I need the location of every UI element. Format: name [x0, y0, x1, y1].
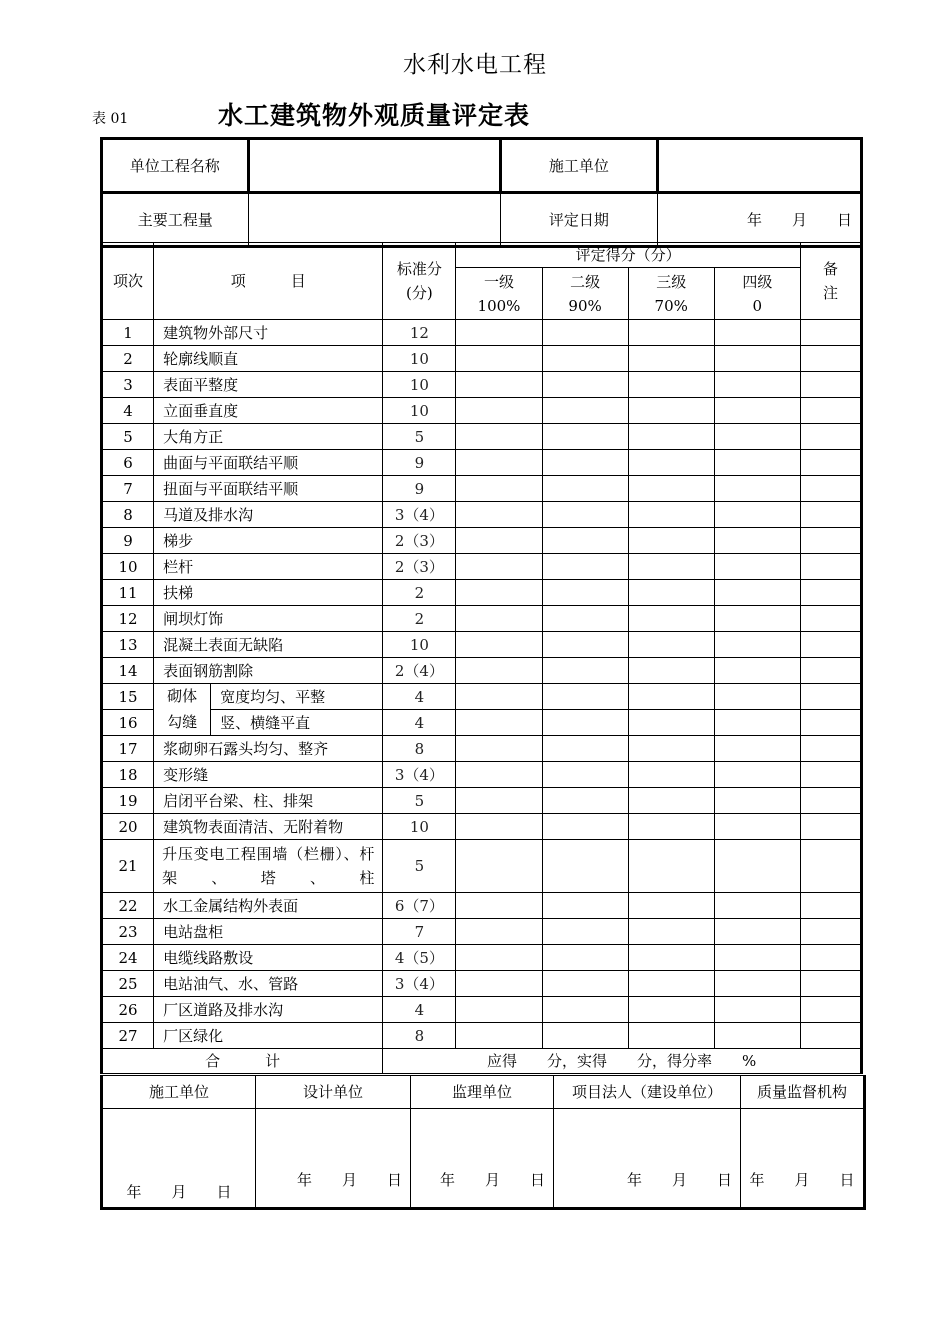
grade-4-cell[interactable]	[714, 814, 800, 840]
signature-label-quality-agency: 质量监督机构	[741, 1076, 865, 1109]
grade-1-cell[interactable]	[456, 840, 542, 893]
table-row	[102, 1023, 862, 1049]
grade-2-cell[interactable]	[542, 372, 628, 398]
grade-header-4	[714, 268, 800, 320]
table-row	[102, 736, 862, 762]
grade-3-cell[interactable]	[628, 762, 714, 788]
grade-3-cell[interactable]	[628, 919, 714, 945]
remark-cell[interactable]	[800, 320, 861, 346]
row-item: 轮廓线顺直	[154, 346, 383, 372]
row-standard-score: 9	[383, 450, 456, 476]
table-row	[102, 398, 862, 424]
table-row	[102, 424, 862, 450]
row-index: 27	[102, 1023, 154, 1049]
row-index: 1	[102, 320, 154, 346]
grade-4-cell[interactable]	[714, 971, 800, 997]
grade-3-cell[interactable]	[628, 632, 714, 658]
grade-1-cell[interactable]	[456, 893, 542, 919]
remark-cell[interactable]	[800, 762, 861, 788]
remark-cell[interactable]	[800, 997, 861, 1023]
remark-cell[interactable]	[800, 476, 861, 502]
grade-pct: 70%	[654, 296, 688, 315]
grade-4-cell[interactable]	[714, 945, 800, 971]
grade-2-cell[interactable]	[542, 710, 628, 736]
grade-3-cell[interactable]	[628, 372, 714, 398]
row-index: 3	[102, 372, 154, 398]
row-item: 曲面与平面联结平顺	[154, 450, 383, 476]
grade-name: 四级	[742, 272, 773, 291]
col-header-remark-line1: 备	[822, 260, 838, 278]
grade-3-cell[interactable]	[628, 580, 714, 606]
row-item: 竖、横缝平直	[211, 710, 383, 736]
grade-4-cell[interactable]	[714, 502, 800, 528]
grade-1-cell[interactable]	[456, 476, 542, 502]
row-index: 12	[102, 606, 154, 632]
table-row	[102, 580, 862, 606]
row-item: 混凝土表面无缺陷	[154, 632, 383, 658]
remark-cell[interactable]	[800, 580, 861, 606]
table-row	[102, 893, 862, 919]
row-standard-score: 8	[383, 1023, 456, 1049]
row-standard-score: 5	[383, 424, 456, 450]
total-summary: 应得 分，实得 分，得分率 %	[383, 1049, 862, 1074]
grade-header-3	[628, 268, 714, 320]
masonry-group-line2: 勾缝	[167, 712, 198, 731]
grade-3-cell[interactable]	[628, 893, 714, 919]
row-index: 7	[102, 476, 154, 502]
grade-1-cell[interactable]	[456, 814, 542, 840]
grade-2-cell[interactable]	[542, 658, 628, 684]
remark-cell[interactable]	[800, 372, 861, 398]
row-index: 10	[102, 554, 154, 580]
grade-1-cell[interactable]	[456, 424, 542, 450]
row-index: 18	[102, 762, 154, 788]
signature-label-owner: 项目法人（建设单位）	[554, 1076, 741, 1109]
row-standard-score: 2	[383, 606, 456, 632]
grade-4-cell[interactable]	[714, 528, 800, 554]
grade-3-cell[interactable]	[628, 554, 714, 580]
row-item: 厂区绿化	[154, 1023, 383, 1049]
grade-3-cell[interactable]	[628, 346, 714, 372]
grade-1-cell[interactable]	[456, 502, 542, 528]
grade-3-cell[interactable]	[628, 840, 714, 893]
signature-label-designer: 设计单位	[256, 1076, 411, 1109]
grade-4-cell[interactable]	[714, 632, 800, 658]
table-row	[102, 346, 862, 372]
grade-3-cell[interactable]	[628, 528, 714, 554]
grade-2-cell[interactable]	[542, 1023, 628, 1049]
grade-4-cell[interactable]	[714, 736, 800, 762]
remark-cell[interactable]	[800, 945, 861, 971]
grade-3-cell[interactable]	[628, 1023, 714, 1049]
row-index: 23	[102, 919, 154, 945]
grade-2-cell[interactable]	[542, 398, 628, 424]
row-item: 变形缝	[154, 762, 383, 788]
grade-3-cell[interactable]	[628, 814, 714, 840]
row-standard-score: 10	[383, 372, 456, 398]
row-index: 21	[102, 840, 154, 893]
signature-date: 年 月 日	[626, 1171, 732, 1189]
grade-3-cell[interactable]	[628, 971, 714, 997]
grade-2-cell[interactable]	[542, 684, 628, 710]
row-index: 17	[102, 736, 154, 762]
signature-date: 年 月 日	[749, 1171, 855, 1189]
grade-4-cell[interactable]	[714, 788, 800, 814]
total-label: 合 计	[102, 1049, 383, 1074]
grade-3-cell[interactable]	[628, 997, 714, 1023]
remark-cell[interactable]	[800, 684, 861, 710]
grade-2-cell[interactable]	[542, 346, 628, 372]
form-number: 表 01	[92, 111, 129, 127]
row-standard-score: 3（4）	[383, 971, 456, 997]
grade-2-cell[interactable]	[542, 971, 628, 997]
grade-4-cell[interactable]	[714, 424, 800, 450]
grade-4-cell[interactable]	[714, 372, 800, 398]
table-row	[102, 372, 862, 398]
grade-3-cell[interactable]	[628, 320, 714, 346]
project-info-table	[100, 137, 863, 248]
row-index: 20	[102, 814, 154, 840]
grade-name: 一级	[483, 272, 514, 291]
table-row	[102, 684, 862, 710]
grade-4-cell[interactable]	[714, 658, 800, 684]
row-standard-score: 8	[383, 736, 456, 762]
table-row	[102, 762, 862, 788]
grade-1-cell[interactable]	[456, 945, 542, 971]
signature-box-quality-agency[interactable]	[741, 1109, 865, 1209]
grade-4-cell[interactable]	[714, 398, 800, 424]
table-row	[102, 632, 862, 658]
table-row	[102, 997, 862, 1023]
grade-4-cell[interactable]	[714, 606, 800, 632]
table-row	[102, 502, 862, 528]
grade-2-cell[interactable]	[542, 762, 628, 788]
col-header-index: 项次	[102, 243, 154, 320]
grade-3-cell[interactable]	[628, 606, 714, 632]
row-index: 9	[102, 528, 154, 554]
remark-cell[interactable]	[800, 840, 861, 893]
table-row	[102, 788, 862, 814]
remark-cell[interactable]	[800, 919, 861, 945]
grade-pct: 90%	[568, 296, 602, 315]
grade-4-cell[interactable]	[714, 710, 800, 736]
row-item: 立面垂直度	[154, 398, 383, 424]
eval-date-field[interactable]: 年 月 日	[658, 193, 862, 247]
row-standard-score: 3（4）	[383, 762, 456, 788]
main-quantity-label: 主要工程量	[102, 193, 249, 247]
row-standard-score: 12	[383, 320, 456, 346]
grade-1-cell[interactable]	[456, 1023, 542, 1049]
row-index: 6	[102, 450, 154, 476]
row-item: 表面平整度	[154, 372, 383, 398]
row-standard-score: 6（7）	[383, 893, 456, 919]
table-row	[102, 658, 862, 684]
row-index: 13	[102, 632, 154, 658]
row-standard-score: 5	[383, 788, 456, 814]
grade-header-1	[456, 268, 542, 320]
grade-2-cell[interactable]	[542, 528, 628, 554]
evaluation-table	[100, 242, 863, 1074]
table-row	[102, 606, 862, 632]
grade-1-cell[interactable]	[456, 762, 542, 788]
row-item: 栏杆	[154, 554, 383, 580]
remark-cell[interactable]	[800, 658, 861, 684]
row-item: 厂区道路及排水沟	[154, 997, 383, 1023]
col-header-remark-line2: 注	[822, 284, 838, 302]
signature-box-owner[interactable]	[554, 1109, 741, 1209]
remark-cell[interactable]	[800, 971, 861, 997]
remark-cell[interactable]	[800, 814, 861, 840]
grade-name: 二级	[570, 272, 601, 291]
grade-4-cell[interactable]	[714, 346, 800, 372]
row-item: 表面钢筋割除	[154, 658, 383, 684]
grade-2-cell[interactable]	[542, 919, 628, 945]
row-index: 26	[102, 997, 154, 1023]
remark-cell[interactable]	[800, 502, 861, 528]
row-standard-score: 10	[383, 814, 456, 840]
table-row	[102, 476, 862, 502]
table-row	[102, 320, 862, 346]
signature-label-contractor: 施工单位	[102, 1076, 256, 1109]
signature-table	[100, 1075, 866, 1210]
table-row	[102, 814, 862, 840]
grade-3-cell[interactable]	[628, 450, 714, 476]
row-standard-score: 10	[383, 346, 456, 372]
grade-2-cell[interactable]	[542, 502, 628, 528]
grade-3-cell[interactable]	[628, 502, 714, 528]
grade-1-cell[interactable]	[456, 710, 542, 736]
grade-1-cell[interactable]	[456, 372, 542, 398]
signature-date: 年 月 日	[296, 1171, 402, 1189]
grade-3-cell[interactable]	[628, 684, 714, 710]
grade-2-cell[interactable]	[542, 736, 628, 762]
row-item: 电站油气、水、管路	[154, 971, 383, 997]
grade-2-cell[interactable]	[542, 606, 628, 632]
row-item: 启闭平台梁、柱、排架	[154, 788, 383, 814]
row-index: 25	[102, 971, 154, 997]
grade-pct: 100%	[477, 296, 521, 315]
grade-4-cell[interactable]	[714, 320, 800, 346]
grade-header-2	[542, 268, 628, 320]
col-header-score: 评定得分（分）	[456, 243, 800, 268]
table-row	[102, 554, 862, 580]
table-row	[102, 945, 862, 971]
grade-2-cell[interactable]	[542, 840, 628, 893]
grade-2-cell[interactable]	[542, 632, 628, 658]
row-item: 升压变电工程围墙（栏栅）、杆架、塔、柱	[154, 840, 383, 893]
grade-4-cell[interactable]	[714, 476, 800, 502]
signature-box-designer[interactable]	[256, 1109, 411, 1209]
row-index: 11	[102, 580, 154, 606]
col-header-remark	[800, 243, 861, 320]
row-standard-score: 10	[383, 632, 456, 658]
grade-4-cell[interactable]	[714, 893, 800, 919]
contractor-field[interactable]	[658, 139, 862, 193]
grade-4-cell[interactable]	[714, 554, 800, 580]
grade-1-cell[interactable]	[456, 320, 542, 346]
grade-1-cell[interactable]	[456, 658, 542, 684]
row-index: 14	[102, 658, 154, 684]
table-row	[102, 971, 862, 997]
grade-4-cell[interactable]	[714, 580, 800, 606]
grade-3-cell[interactable]	[628, 658, 714, 684]
row-item: 大角方正	[154, 424, 383, 450]
row-item: 梯步	[154, 528, 383, 554]
remark-cell[interactable]	[800, 554, 861, 580]
signature-box-contractor[interactable]	[102, 1109, 256, 1209]
table-row	[102, 450, 862, 476]
remark-cell[interactable]	[800, 424, 861, 450]
signature-label-supervisor: 监理单位	[411, 1076, 554, 1109]
row-standard-score: 2	[383, 580, 456, 606]
grade-1-cell[interactable]	[456, 606, 542, 632]
remark-cell[interactable]	[800, 632, 861, 658]
grade-2-cell[interactable]	[542, 554, 628, 580]
table-row	[102, 840, 862, 893]
grade-1-cell[interactable]	[456, 580, 542, 606]
grade-3-cell[interactable]	[628, 736, 714, 762]
grade-1-cell[interactable]	[456, 997, 542, 1023]
grade-4-cell[interactable]	[714, 919, 800, 945]
row-item: 马道及排水沟	[154, 502, 383, 528]
remark-cell[interactable]	[800, 450, 861, 476]
row-standard-score: 3（4）	[383, 502, 456, 528]
evaluation-rows	[102, 320, 862, 1049]
row-item: 水工金属结构外表面	[154, 893, 383, 919]
col-header-standard-line2: (分)	[406, 284, 433, 302]
row-standard-score: 9	[383, 476, 456, 502]
grade-2-cell[interactable]	[542, 788, 628, 814]
row-item: 建筑物表面清洁、无附着物	[154, 814, 383, 840]
row-standard-score: 4（5）	[383, 945, 456, 971]
remark-cell[interactable]	[800, 736, 861, 762]
grade-2-cell[interactable]	[542, 424, 628, 450]
table-row	[102, 710, 862, 736]
remark-cell[interactable]	[800, 528, 861, 554]
grade-2-cell[interactable]	[542, 320, 628, 346]
row-standard-score: 2（3）	[383, 554, 456, 580]
row-index: 4	[102, 398, 154, 424]
main-quantity-field[interactable]	[248, 193, 500, 247]
grade-pct: 0	[752, 296, 763, 315]
grade-3-cell[interactable]	[628, 424, 714, 450]
row-standard-score: 4	[383, 997, 456, 1023]
row-item: 宽度均匀、平整	[211, 684, 383, 710]
grade-2-cell[interactable]	[542, 580, 628, 606]
grade-1-cell[interactable]	[456, 919, 542, 945]
row-item: 电缆线路敷设	[154, 945, 383, 971]
remark-cell[interactable]	[800, 893, 861, 919]
grade-1-cell[interactable]	[456, 971, 542, 997]
grade-3-cell[interactable]	[628, 476, 714, 502]
row-standard-score: 4	[383, 684, 456, 710]
row-standard-score: 10	[383, 398, 456, 424]
row-item: 建筑物外部尺寸	[154, 320, 383, 346]
row-index: 19	[102, 788, 154, 814]
grade-2-cell[interactable]	[542, 814, 628, 840]
grade-1-cell[interactable]	[456, 398, 542, 424]
grade-1-cell[interactable]	[456, 554, 542, 580]
grade-name: 三级	[656, 272, 687, 291]
grade-1-cell[interactable]	[456, 632, 542, 658]
row-index: 24	[102, 945, 154, 971]
unit-project-label: 单位工程名称	[102, 139, 249, 193]
row-index: 2	[102, 346, 154, 372]
grade-3-cell[interactable]	[628, 788, 714, 814]
grade-4-cell[interactable]	[714, 450, 800, 476]
row-standard-score: 2（4）	[383, 658, 456, 684]
row-standard-score: 4	[383, 710, 456, 736]
grade-2-cell[interactable]	[542, 893, 628, 919]
grade-4-cell[interactable]	[714, 684, 800, 710]
signature-date: 年 月 日	[439, 1171, 545, 1189]
row-standard-score: 7	[383, 919, 456, 945]
masonry-group-line1: 砌体	[167, 687, 198, 705]
grade-2-cell[interactable]	[542, 945, 628, 971]
row-standard-score: 5	[383, 840, 456, 893]
signature-box-supervisor[interactable]	[411, 1109, 554, 1209]
grade-2-cell[interactable]	[542, 997, 628, 1023]
row-item: 浆砌卵石露头均匀、整齐	[154, 736, 383, 762]
remark-cell[interactable]	[800, 398, 861, 424]
grade-3-cell[interactable]	[628, 398, 714, 424]
grade-3-cell[interactable]	[628, 710, 714, 736]
grade-1-cell[interactable]	[456, 528, 542, 554]
grade-1-cell[interactable]	[456, 346, 542, 372]
contractor-label: 施工单位	[500, 139, 658, 193]
grade-4-cell[interactable]	[714, 997, 800, 1023]
remark-cell[interactable]	[800, 346, 861, 372]
row-index: 16	[102, 710, 154, 736]
remark-cell[interactable]	[800, 606, 861, 632]
eval-date-label: 评定日期	[500, 193, 658, 247]
document-category: 水利水电工程	[403, 52, 547, 78]
grade-3-cell[interactable]	[628, 945, 714, 971]
grade-1-cell[interactable]	[456, 684, 542, 710]
grade-4-cell[interactable]	[714, 840, 800, 893]
table-row	[102, 919, 862, 945]
remark-cell[interactable]	[800, 710, 861, 736]
col-header-standard	[383, 243, 456, 320]
col-header-standard-line1: 标准分	[396, 260, 442, 278]
row-item: 扶梯	[154, 580, 383, 606]
grade-1-cell[interactable]	[456, 450, 542, 476]
grade-2-cell[interactable]	[542, 450, 628, 476]
table-row	[102, 528, 862, 554]
grade-4-cell[interactable]	[714, 762, 800, 788]
row-index: 5	[102, 424, 154, 450]
row-index: 22	[102, 893, 154, 919]
grade-1-cell[interactable]	[456, 788, 542, 814]
remark-cell[interactable]	[800, 788, 861, 814]
grade-4-cell[interactable]	[714, 1023, 800, 1049]
row-item: 闸坝灯饰	[154, 606, 383, 632]
masonry-group-label	[154, 684, 211, 736]
signature-date: 年 月 日	[126, 1183, 232, 1201]
grade-2-cell[interactable]	[542, 476, 628, 502]
row-index: 15	[102, 684, 154, 710]
row-item: 扭面与平面联结平顺	[154, 476, 383, 502]
col-header-item: 项 目	[154, 243, 383, 320]
row-item: 电站盘柜	[154, 919, 383, 945]
unit-project-field[interactable]	[248, 139, 500, 193]
row-index: 8	[102, 502, 154, 528]
row-standard-score: 2（3）	[383, 528, 456, 554]
remark-cell[interactable]	[800, 1023, 861, 1049]
page-title: 水工建筑物外观质量评定表	[218, 101, 531, 130]
grade-1-cell[interactable]	[456, 736, 542, 762]
